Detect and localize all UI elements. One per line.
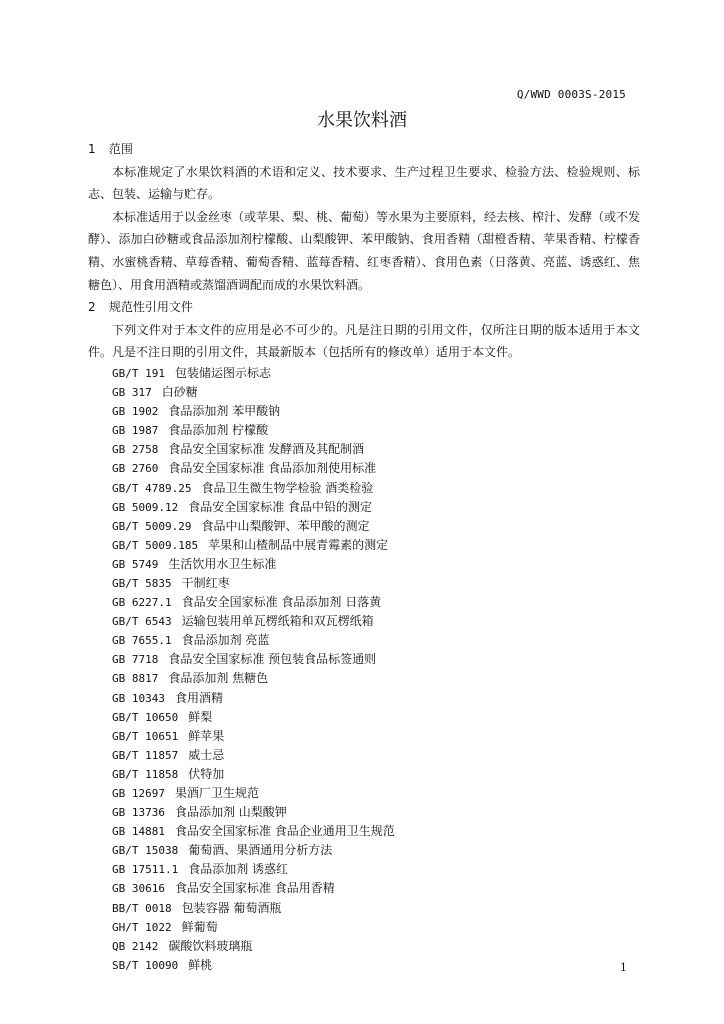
reference-title: 食品添加剂 亮蓝 — [181, 633, 270, 648]
section-1-heading — [88, 138, 640, 161]
reference-code: GB/T 4789.25 — [112, 481, 192, 495]
section-title: 规范性引用文件 — [108, 300, 193, 315]
reference-title: 白砂糖 — [161, 385, 198, 400]
reference-title: 食品安全国家标准 食品添加剂使用标准 — [168, 461, 377, 476]
reference-code: GB 317 — [112, 386, 152, 400]
reference-title: 食品安全国家标准 食品企业通用卫生规范 — [174, 824, 395, 839]
reference-item — [88, 860, 640, 879]
reference-item — [88, 631, 640, 650]
reference-title: 食品安全国家标准 食品中铅的测定 — [188, 499, 373, 514]
reference-title: 食用酒精 — [174, 690, 223, 705]
reference-item — [88, 669, 640, 688]
reference-title: 鲜苹果 — [188, 728, 225, 743]
reference-item — [88, 517, 640, 536]
scope-paragraph: 本标准规定了水果饮料酒的术语和定义、技术要求、生产过程卫生要求、检验方法、检验规则、标志、包装、运输与贮存。 — [88, 164, 640, 202]
reference-title: 生活饮用水卫生标准 — [168, 556, 277, 571]
reference-code: GB 7718 — [112, 653, 159, 667]
reference-item — [88, 841, 640, 860]
document-title: 水果饮料酒 — [317, 110, 407, 131]
reference-code: GB 7655.1 — [112, 634, 172, 648]
reference-item — [88, 746, 640, 765]
reference-title: 威士忌 — [188, 747, 225, 762]
reference-code: GB 17511.1 — [112, 863, 179, 877]
reference-title: 食品添加剂 山梨酸钾 — [174, 805, 287, 820]
reference-item — [88, 803, 640, 822]
reference-title: 食品中山梨酸钾、苯甲酸的测定 — [201, 518, 370, 533]
reference-title: 干制红枣 — [181, 575, 230, 590]
reference-item — [88, 689, 640, 708]
normative-references-paragraph: 下列文件对于本文件的应用是必不可少的。凡是注日期的引用文件，仅所注日期的版本适用于本文件。凡是不注日期的引用文件，其最新版本（包括所有的修改单）适用于本文件。 — [88, 322, 640, 360]
reference-title: 葡萄酒、果酒通用分析方法 — [188, 843, 333, 858]
reference-code: GB/T 15038 — [112, 844, 179, 858]
reference-title: 食品安全国家标准 预包装食品标签通则 — [168, 652, 377, 667]
reference-code: GB/T 11857 — [112, 748, 179, 762]
reference-code: GB 1987 — [112, 424, 159, 438]
reference-item — [88, 937, 640, 956]
reference-item — [88, 364, 640, 383]
section-number: 2 — [88, 300, 96, 315]
reference-code: GB/T 11858 — [112, 767, 179, 781]
reference-title: 苹果和山楂制品中展青霉素的测定 — [208, 537, 389, 552]
reference-item — [88, 822, 640, 841]
reference-code: GB/T 5009.185 — [112, 538, 199, 552]
reference-title: 食品安全国家标准 食品添加剂 日落黄 — [181, 595, 382, 610]
reference-code: GB 6227.1 — [112, 596, 172, 610]
reference-title: 鲜葡萄 — [181, 919, 218, 934]
reference-title: 食品添加剂 柠檬酸 — [168, 423, 269, 438]
reference-title: 包装容器 葡萄酒瓶 — [181, 900, 282, 915]
reference-item — [88, 727, 640, 746]
reference-code: GB 5749 — [112, 557, 159, 571]
reference-item — [88, 899, 640, 918]
reference-title: 食品添加剂 诱惑红 — [188, 862, 289, 877]
reference-code: GB 8817 — [112, 672, 159, 686]
reference-title: 果酒厂卫生规范 — [174, 786, 259, 800]
reference-code: GB/T 10650 — [112, 710, 179, 724]
reference-item — [88, 593, 640, 612]
applicability-paragraph: 本标准适用于以金丝枣（或苹果、梨、桃、葡萄）等水果为主要原料，经去核、榨汁、发酵（或不发酵）、添加白砂糖或食品添加剂柠檬酸、山梨酸钾、苯甲酸钠、食用香精（甜橙香精、苹果香精、柠檬香精、水蜜桃香精、草莓香精、葡萄香精、蓝莓香精、红枣香精）、食用色素（日落黄、亮蓝、诱惑红、焦糖色）、用食用酒精或蒸馏酒调配而成的水果饮料酒。 — [88, 209, 641, 292]
reference-title: 包装储运图示标志 — [174, 365, 271, 380]
reference-code: GB/T 6543 — [112, 615, 172, 629]
reference-code: QB 2142 — [112, 939, 159, 953]
reference-item — [88, 784, 640, 803]
reference-item — [88, 918, 640, 937]
section-2-heading — [88, 296, 640, 319]
document-body — [88, 138, 640, 975]
reference-title: 鲜桃 — [188, 957, 213, 972]
reference-item — [88, 421, 640, 440]
reference-item — [88, 956, 640, 975]
reference-item — [88, 708, 640, 727]
reference-item — [88, 555, 640, 574]
reference-item — [88, 383, 640, 402]
reference-item — [88, 498, 640, 517]
reference-code: GB 10343 — [112, 691, 165, 705]
reference-code: GB 30616 — [112, 882, 165, 896]
reference-item — [88, 459, 640, 478]
reference-code: GB 1902 — [112, 405, 159, 419]
page-number: 1 — [620, 961, 627, 974]
reference-item — [88, 440, 640, 459]
reference-item — [88, 765, 640, 784]
reference-code: SB/T 10090 — [112, 958, 179, 972]
standard-number: Q/WWD 0003S-2015 — [516, 88, 626, 101]
reference-title: 鲜梨 — [188, 709, 213, 724]
section-number: 1 — [88, 142, 96, 156]
reference-code: GB/T 10651 — [112, 729, 179, 743]
reference-code: GH/T 1022 — [112, 920, 172, 934]
reference-item — [88, 574, 640, 593]
reference-list — [88, 364, 640, 975]
reference-code: BB/T 0018 — [112, 901, 172, 915]
section-title: 范围 — [108, 142, 133, 156]
reference-title: 食品添加剂 焦糖色 — [168, 671, 269, 686]
reference-item — [88, 402, 640, 421]
reference-item — [88, 536, 640, 555]
reference-title: 食品安全国家标准 食品用香精 — [174, 881, 335, 896]
reference-code: GB/T 5835 — [112, 576, 172, 590]
reference-title: 碳酸饮料玻璃瓶 — [168, 938, 253, 953]
reference-title: 食品卫生微生物学检验 酒类检验 — [201, 480, 374, 495]
reference-code: GB/T 5009.29 — [112, 519, 192, 533]
reference-item — [88, 479, 640, 498]
reference-item — [88, 879, 640, 898]
reference-code: GB 13736 — [112, 806, 165, 820]
reference-code: GB 2758 — [112, 443, 159, 457]
reference-title: 运输包装用单瓦楞纸箱和双瓦楞纸箱 — [181, 614, 374, 629]
reference-item — [88, 612, 640, 631]
reference-title: 食品安全国家标准 发酵酒及其配制酒 — [168, 442, 365, 457]
reference-code: GB 5009.12 — [112, 500, 179, 514]
reference-title: 食品添加剂 苯甲酸钠 — [168, 404, 281, 419]
reference-title: 伏特加 — [188, 766, 225, 781]
reference-code: GB 12697 — [112, 787, 165, 800]
reference-code: GB 2760 — [112, 462, 159, 476]
reference-code: GB/T 191 — [112, 366, 165, 380]
reference-code: GB 14881 — [112, 825, 165, 839]
reference-item — [88, 650, 640, 669]
